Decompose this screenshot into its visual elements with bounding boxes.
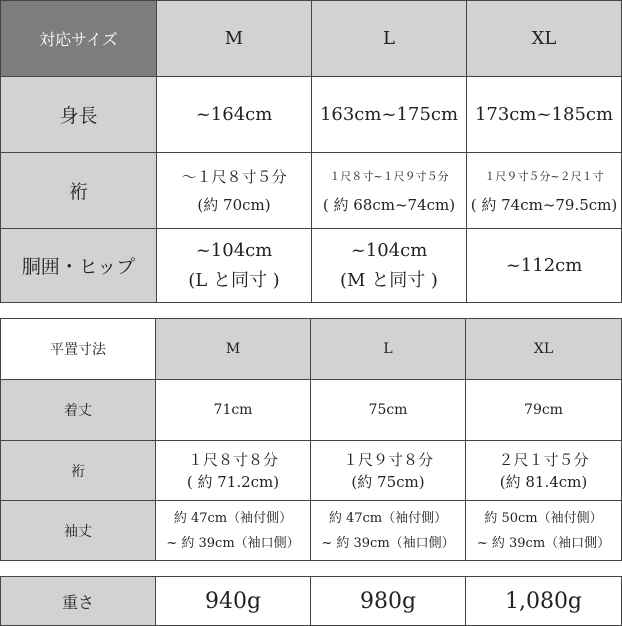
length-xl: 79cm	[466, 380, 622, 441]
length-m: 71cm	[156, 380, 311, 441]
sleeve-m	[156, 501, 311, 561]
yuki-l-line1: １尺８寸~１尺９寸５分	[329, 169, 449, 183]
yuki-l-line2: ( 約 68cm~74cm)	[322, 195, 456, 214]
hip-xl-line1: ~112cm	[505, 255, 583, 276]
flat-yuki-l-line2: (約 75cm)	[351, 472, 425, 491]
weight-xl: 1,080g	[466, 577, 622, 626]
flat-yuki-label: 裄	[1, 441, 156, 501]
flat-yuki-xl	[466, 441, 622, 501]
flat-measurement-table	[0, 318, 622, 561]
sleeve-label: 袖丈	[1, 501, 156, 561]
length-label: 着丈	[1, 380, 156, 441]
flat-size-m-header: M	[156, 319, 311, 380]
yuki-row	[1, 153, 622, 229]
flat-yuki-m	[156, 441, 311, 501]
height-row	[1, 77, 622, 153]
flat-yuki-l	[311, 441, 466, 501]
sleeve-l	[311, 501, 466, 561]
flat-size-l-header: L	[311, 319, 466, 380]
flat-yuki-xl-line1: ２尺１寸５分	[498, 450, 589, 469]
yuki-xl-line1: １尺９寸５分~２尺１寸	[484, 169, 604, 183]
hip-label: 胴囲・ヒップ	[1, 229, 157, 303]
flat-header-row	[1, 319, 622, 380]
size-m-header: M	[157, 1, 312, 77]
yuki-label: 裄	[1, 153, 157, 229]
flat-yuki-m-line1: １尺８寸８分	[187, 450, 278, 469]
size-l-header: L	[312, 1, 467, 77]
length-l: 75cm	[311, 380, 466, 441]
height-l: 163cm~175cm	[312, 77, 467, 153]
yuki-m-line2: (約 70cm)	[197, 195, 271, 214]
sleeve-xl-line2: ~ 約 39cm（袖口側）	[476, 535, 611, 551]
size-chart-table	[0, 0, 622, 303]
yuki-xl	[467, 153, 622, 229]
sleeve-xl	[466, 501, 622, 561]
yuki-l	[312, 153, 467, 229]
hip-m-line1: ~104cm	[195, 239, 273, 261]
height-m: ~164cm	[157, 77, 312, 153]
weight-m: 940g	[156, 577, 311, 626]
size-xl-header: XL	[467, 1, 622, 77]
yuki-m	[157, 153, 312, 229]
hip-l-line1: ~104cm	[350, 239, 428, 261]
sleeve-l-line1: 約 47cm（袖付側）	[328, 510, 448, 526]
flat-yuki-row	[1, 441, 622, 501]
hip-xl	[467, 229, 622, 303]
yuki-xl-line2: ( 約 74cm~79.5cm)	[470, 195, 618, 214]
sleeve-row	[1, 501, 622, 561]
sleeve-m-line2: ~ 約 39cm（袖口側）	[166, 535, 300, 551]
yuki-m-line1: ～１尺８寸５分	[181, 167, 287, 186]
flat-yuki-m-line2: ( 約 71.2cm)	[186, 472, 280, 491]
hip-l-line2: (M と同寸 )	[340, 269, 438, 291]
hip-row	[1, 229, 622, 303]
header-row	[1, 1, 622, 77]
sleeve-m-line1: 約 47cm（袖付側）	[173, 510, 293, 526]
weight-table	[0, 576, 622, 626]
hip-m-line2: (L と同寸 )	[188, 269, 280, 291]
height-xl: 173cm~185cm	[467, 77, 622, 153]
flat-size-xl-header: XL	[466, 319, 622, 380]
length-row	[1, 380, 622, 441]
hip-l	[312, 229, 467, 303]
sleeve-xl-line1: 約 50cm（袖付側）	[484, 510, 603, 526]
flat-header-label: 平置寸法	[1, 319, 156, 380]
header-label: 対応サイズ	[1, 1, 157, 77]
hip-m	[157, 229, 312, 303]
sleeve-l-line2: ~ 約 39cm（袖口側）	[321, 535, 455, 551]
height-label: 身長	[1, 77, 157, 153]
flat-yuki-l-line1: １尺９寸８分	[342, 450, 433, 469]
weight-label: 重さ	[1, 577, 156, 626]
flat-yuki-xl-line2: (約 81.4cm)	[499, 472, 588, 491]
weight-row	[1, 577, 622, 626]
weight-l: 980g	[311, 577, 466, 626]
